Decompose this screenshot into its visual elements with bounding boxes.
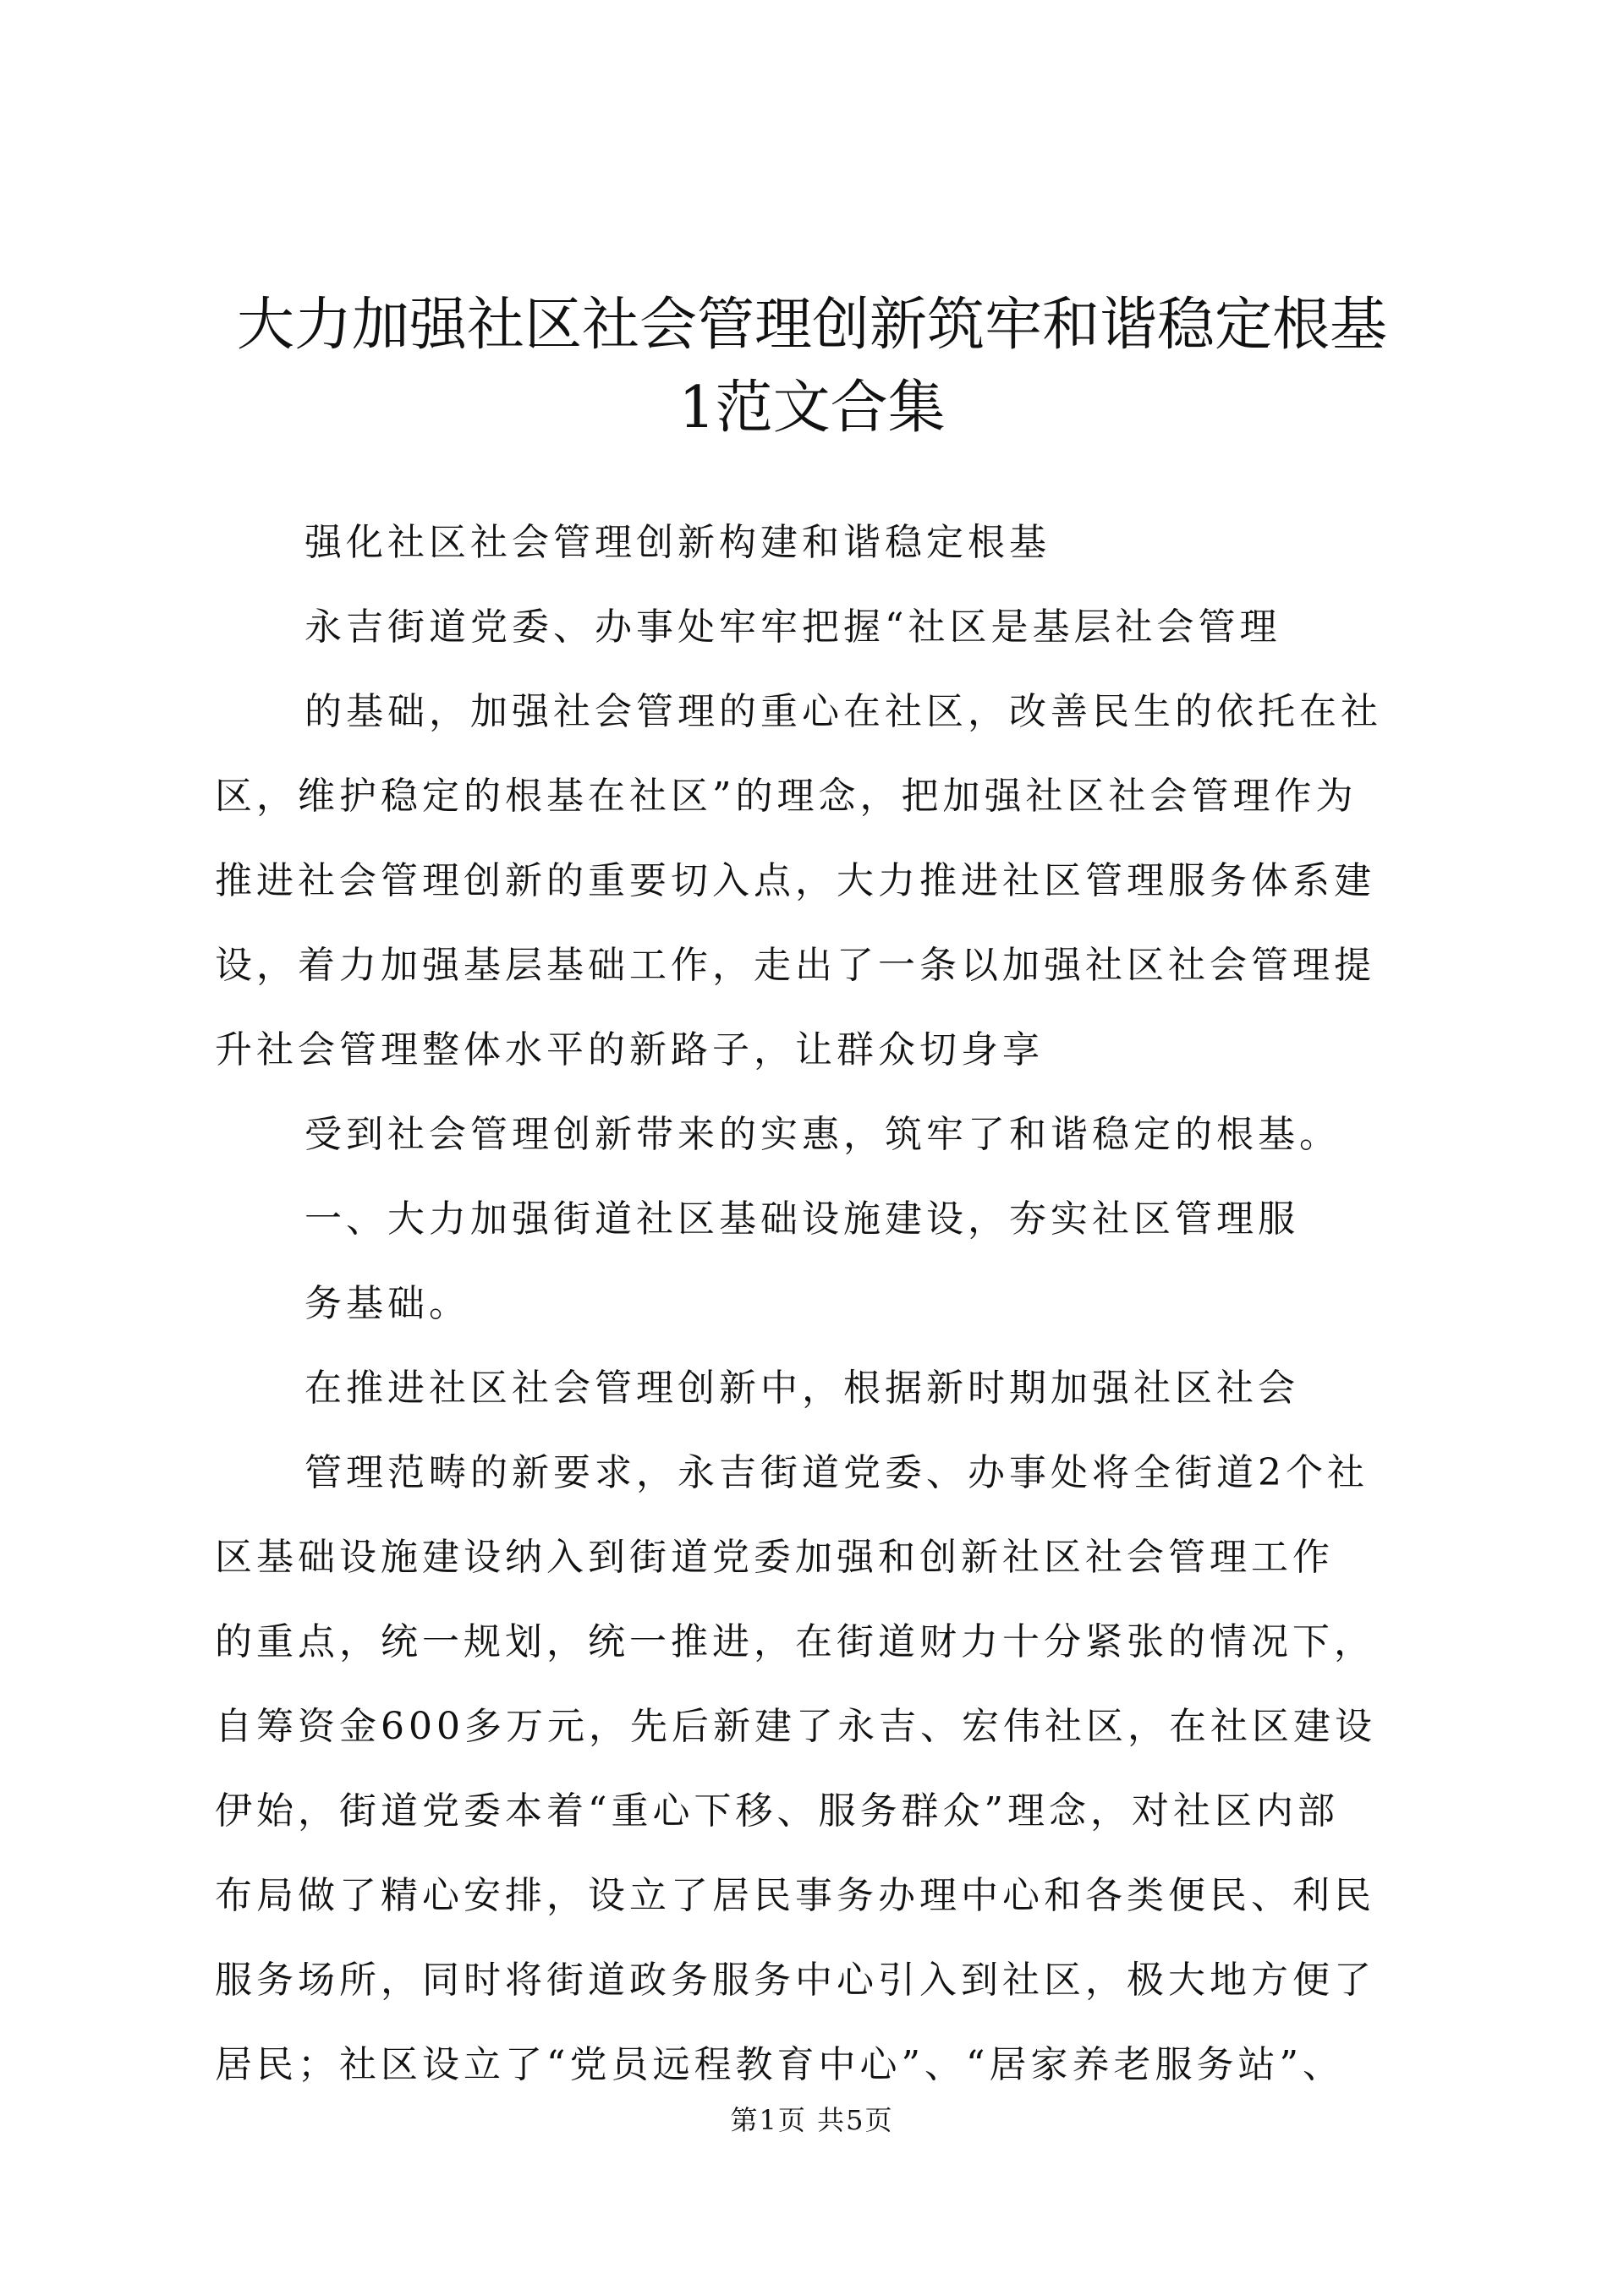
- body-line: 管理范畴的新要求，永吉街道党委、办事处将全街道2个社: [304, 1451, 1369, 1494]
- body-line: 伊始，街道党委本着“重心下移、服务群众”理念，对社区内部: [215, 1789, 1339, 1833]
- section-heading-line: 务基础。: [304, 1282, 470, 1325]
- body-line: 永吉街道党委、办事处牢牢把握“社区是基层社会管理: [304, 606, 1281, 649]
- body-line: 自筹资金600多万元，先后新建了永吉、宏伟社区，在社区建设: [215, 1705, 1376, 1748]
- body-line: 受到社会管理创新带来的实惠，筑牢了和谐稳定的根基。: [304, 1113, 1341, 1156]
- body-line: 区基础设施建设纳入到街道党委加强和创新社区社会管理工作: [215, 1536, 1334, 1579]
- body-line: 的重点，统一规划，统一推进，在街道财力十分紧张的情况下，: [215, 1620, 1375, 1663]
- body-line: 服务场所，同时将街道政务服务中心引入到社区，极大地方便了: [215, 1959, 1375, 2002]
- body-line: 推进社会管理创新的重要切入点，大力推进社区管理服务体系建: [215, 859, 1375, 902]
- section-heading-line: 一、大力加强街道社区基础设施建设，夯实社区管理服: [304, 1197, 1299, 1241]
- document-title-line-1: 大力加强社区社会管理创新筑牢和谐稳定根基: [236, 292, 1387, 359]
- body-line: 设，着力加强基层基础工作，走出了一条以加强社区社会管理提: [215, 944, 1375, 987]
- body-line: 升社会管理整体水平的新路子，让群众切身享: [215, 1028, 1044, 1071]
- body-line: 的基础，加强社会管理的重心在社区，改善民生的依托在社: [304, 690, 1382, 733]
- document-title-line-2: 1范文合集: [678, 375, 946, 441]
- subtitle-line: 强化社区社会管理创新构建和谐稳定根基: [304, 521, 1051, 564]
- body-line: 在推进社区社会管理创新中，根据新时期加强社区社会: [304, 1367, 1299, 1410]
- body-line: 布局做了精心安排，设立了居民事务办理中心和各类便民、利民: [215, 1874, 1375, 1917]
- body-line: 居民；社区设立了“党员远程教育中心”、“居家养老服务站”、: [215, 2043, 1344, 2086]
- page-number-footer: 第1页 共5页: [730, 2104, 894, 2136]
- body-line: 区，维护稳定的根基在社区”的理念，把加强社区社会管理作为: [215, 775, 1358, 818]
